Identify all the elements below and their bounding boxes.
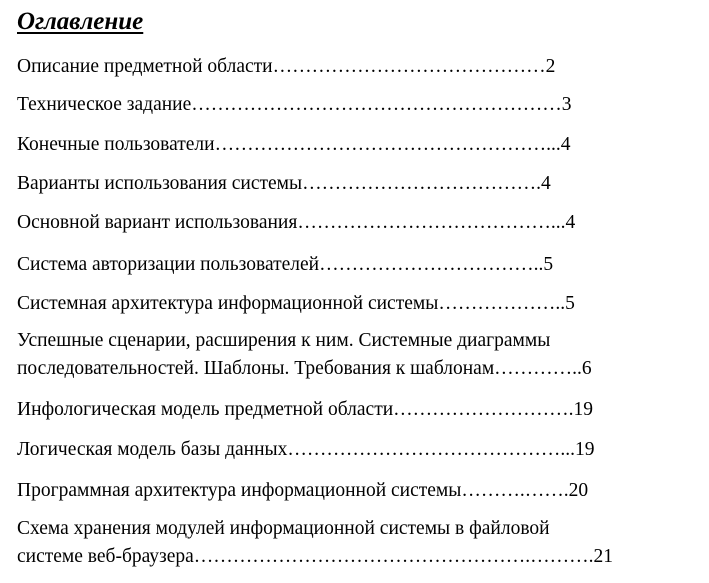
toc-entry[interactable]: Описание предметной области……………………………………2 xyxy=(17,56,556,77)
toc-entry-line: Успешные сценарии, расширения к ним. Системные диаграммы xyxy=(17,330,551,351)
toc-entry-line: Схема хранения модулей информационной системы в файловой xyxy=(17,518,550,539)
toc-entry[interactable]: Система авторизации пользователей……………………………..5 xyxy=(17,254,554,275)
toc-entry-line: системе веб-браузера…………………………………………….……….21 xyxy=(17,546,614,567)
toc-entry-multiline[interactable] xyxy=(17,327,694,383)
toc-entry[interactable]: Основной вариант использования…………………………………...4 xyxy=(17,212,576,233)
toc-title: Оглавление xyxy=(17,8,144,35)
toc-entry[interactable]: Логическая модель базы данных……………………………………...19 xyxy=(17,439,595,460)
toc-entry[interactable]: Инфологическая модель предметной области……………………….19 xyxy=(17,399,594,420)
toc-entry[interactable]: Варианты использования системы……………………………….4 xyxy=(17,173,551,194)
toc-entry[interactable]: Программная архитектура информационной системы……….…….20 xyxy=(17,480,589,501)
toc-entry[interactable]: Системная архитектура информационной системы………………..5 xyxy=(17,293,575,314)
toc-entry-line: последовательностей. Шаблоны. Требования к шаблонам…………..6 xyxy=(17,358,592,379)
toc-entry[interactable]: Техническое задание…………………………………………………3 xyxy=(17,94,572,115)
toc-entry[interactable]: Конечные пользователи……………………………………………...4 xyxy=(17,134,571,155)
toc-entry-multiline[interactable] xyxy=(17,515,694,571)
